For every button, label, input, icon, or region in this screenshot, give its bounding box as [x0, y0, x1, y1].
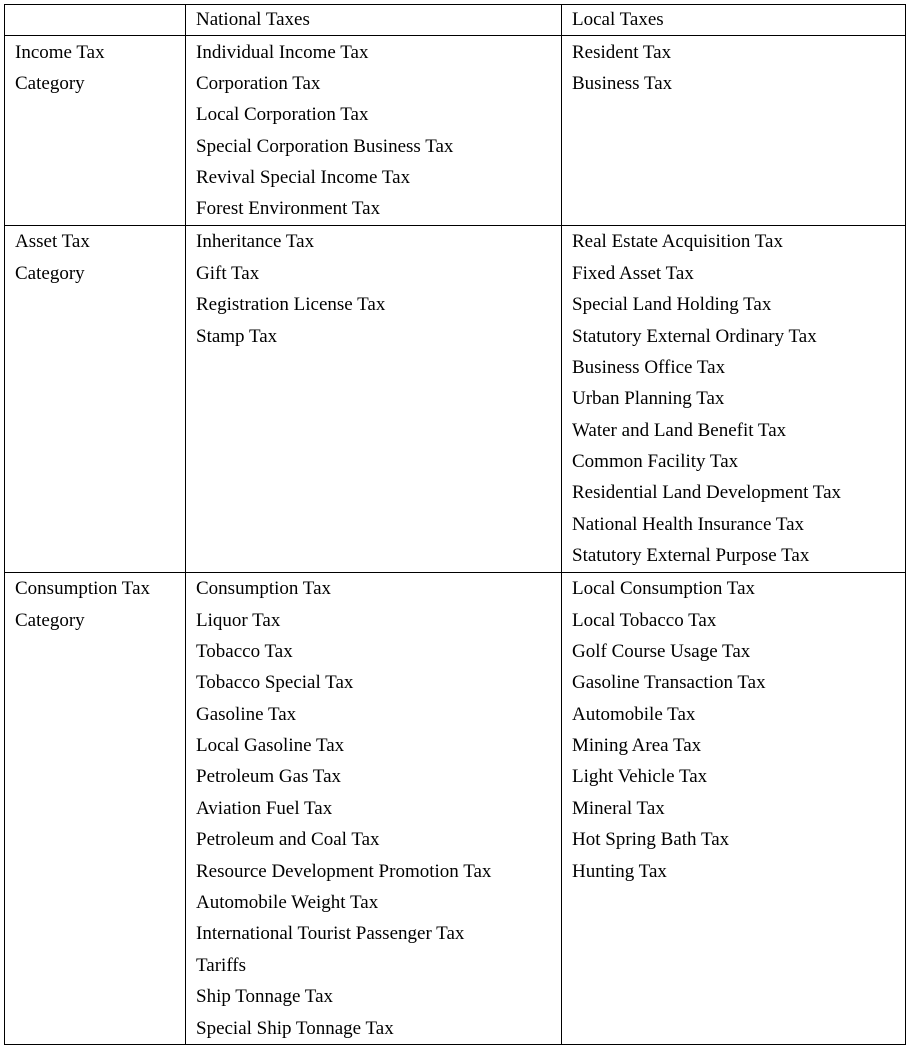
tax-item: Tariffs [196, 954, 247, 976]
tax-item: Urban Planning Tax [572, 388, 725, 410]
tax-item: Revival Special Income Tax [196, 167, 411, 189]
tax-item: Hunting Tax [572, 860, 667, 882]
tax-item: Residential Land Development Tax [572, 482, 841, 504]
category-label-line: Category [15, 262, 85, 284]
national-taxes-cell-asset [186, 225, 562, 572]
tax-item: Corporation Tax [196, 72, 321, 94]
tax-item: Local Consumption Tax [572, 578, 756, 600]
tax-item: Fixed Asset Tax [572, 262, 694, 284]
tax-item: Local Tobacco Tax [572, 609, 717, 631]
tax-item: Individual Income Tax [196, 41, 369, 63]
tax-item: Gift Tax [196, 262, 260, 284]
tax-item: Tobacco Tax [196, 640, 293, 662]
tax-item: Ship Tonnage Tax [196, 986, 334, 1008]
national-taxes-cell-consumption [186, 572, 562, 1044]
tax-item: Petroleum and Coal Tax [196, 829, 380, 851]
tax-item: Common Facility Tax [572, 451, 739, 473]
category-label-line: Category [15, 72, 85, 94]
tax-item: Tobacco Special Tax [196, 672, 354, 694]
tax-item: Business Office Tax [572, 356, 726, 378]
tax-item: Special Land Holding Tax [572, 294, 772, 316]
category-label-line: Income Tax [15, 41, 105, 63]
header-cell-category [5, 5, 186, 36]
tax-item: Water and Land Benefit Tax [572, 419, 787, 441]
tax-classification-table [4, 4, 906, 1045]
local-taxes-cell-asset [562, 225, 906, 572]
header-cell-national [186, 5, 562, 36]
tax-item: Forest Environment Tax [196, 198, 381, 220]
header-national-label: National Taxes [196, 9, 310, 30]
tax-item: Gasoline Tax [196, 703, 297, 725]
tax-item: Automobile Tax [572, 703, 696, 725]
header-cell-local [562, 5, 906, 36]
category-label-line: Consumption Tax [15, 578, 151, 600]
category-cell-consumption [5, 572, 186, 1044]
table-row-consumption [5, 572, 906, 1044]
header-local-label: Local Taxes [572, 9, 664, 30]
tax-item: Inheritance Tax [196, 231, 315, 253]
tax-item: Mineral Tax [572, 797, 665, 819]
table-body [5, 5, 906, 1045]
tax-item: Stamp Tax [196, 325, 278, 347]
table-row-asset [5, 225, 906, 572]
tax-item: National Health Insurance Tax [572, 513, 805, 535]
table-row-income [5, 36, 906, 226]
tax-item: Local Corporation Tax [196, 104, 369, 126]
tax-item: Consumption Tax [196, 578, 332, 600]
tax-item: Local Gasoline Tax [196, 735, 345, 757]
category-label-line: Asset Tax [15, 231, 90, 253]
tax-item: Hot Spring Bath Tax [572, 829, 730, 851]
category-label-line: Category [15, 609, 85, 631]
tax-item: Statutory External Purpose Tax [572, 545, 810, 567]
local-taxes-cell-consumption [562, 572, 906, 1044]
category-cell-income [5, 36, 186, 226]
tax-item: Registration License Tax [196, 294, 386, 316]
tax-item: International Tourist Passenger Tax [196, 923, 465, 945]
tax-item: Light Vehicle Tax [572, 766, 708, 788]
tax-item: Special Ship Tonnage Tax [196, 1017, 394, 1039]
tax-item: Resource Development Promotion Tax [196, 860, 492, 882]
tax-item: Petroleum Gas Tax [196, 766, 342, 788]
tax-item: Mining Area Tax [572, 735, 702, 757]
tax-item: Gasoline Transaction Tax [572, 672, 766, 694]
tax-item: Aviation Fuel Tax [196, 797, 333, 819]
tax-item: Golf Course Usage Tax [572, 640, 751, 662]
national-taxes-cell-income [186, 36, 562, 226]
tax-item: Business Tax [572, 72, 673, 94]
tax-item: Special Corporation Business Tax [196, 135, 454, 157]
local-taxes-cell-income [562, 36, 906, 226]
header-row [5, 5, 906, 36]
tax-item: Resident Tax [572, 41, 672, 63]
category-cell-asset [5, 225, 186, 572]
header-category-label [15, 5, 179, 35]
tax-item: Real Estate Acquisition Tax [572, 231, 783, 253]
tax-item: Statutory External Ordinary Tax [572, 325, 817, 347]
tax-item: Automobile Weight Tax [196, 892, 379, 914]
tax-item: Liquor Tax [196, 609, 281, 631]
